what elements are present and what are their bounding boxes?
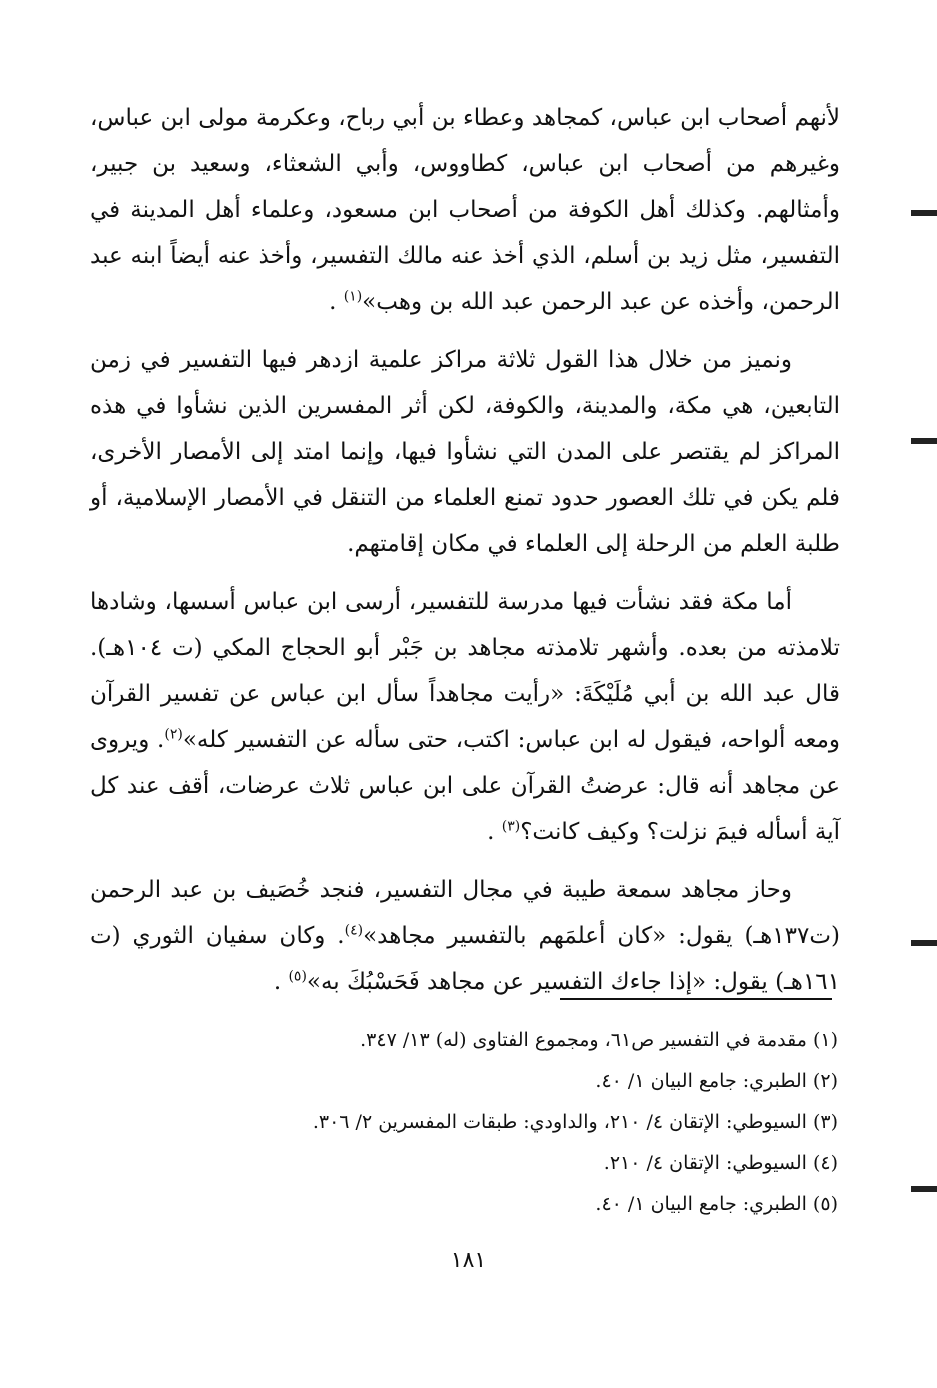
margin-mark xyxy=(911,1186,937,1192)
margin-mark xyxy=(911,438,937,444)
footnote-separator xyxy=(560,998,832,1000)
footnotes xyxy=(90,1020,838,1225)
footnote-1: (١) مقدمة في التفسير ص٦١، ومجموع الفتاوى (له) ١٣/ ٣٤٧. xyxy=(360,1029,838,1051)
paragraph-1-tail: . xyxy=(329,289,344,315)
paragraph-1 xyxy=(90,95,840,325)
paragraph-3-tail: . xyxy=(487,819,502,845)
paragraph-4-tail: . xyxy=(273,969,289,995)
footnote-ref-3: (٣) xyxy=(501,818,521,835)
paragraph-3 xyxy=(90,579,840,855)
footnote-4: (٤) السيوطي: الإتقان ٤/ ٢١٠. xyxy=(603,1152,838,1174)
paragraph-4-text-2: . وكان سفيان الثوري (ت ١٦١هـ) يقول: «إذا جاءك التفسير عن مجاهد فَحَسْبُكَ به» xyxy=(90,923,840,995)
margin-mark xyxy=(911,210,937,216)
paragraph-4 xyxy=(90,867,840,1005)
footnote-2: (٢) الطبري: جامع البيان ١/ ٤٠. xyxy=(595,1070,838,1092)
main-text xyxy=(90,95,840,1017)
paragraph-4-text: وحاز مجاهد سمعة طيبة في مجال التفسير، فنجد خُصَيف بن عبد الرحمن (ت١٣٧هـ) يقول: «كان أعلمَهم بالتفسير مجاهد» xyxy=(90,877,840,949)
paragraph-3-text: أما مكة فقد نشأت فيها مدرسة للتفسير، أرسى ابن عباس أسسها، وشادها تلامذته من بعده. وأشهر تلامذته مجاهد بن جَبْر أبو الحجاج المكي (ت ١٠٤هـ). قال عبد الله بن أبي مُلَيْكَةَ: «رأيت مجاهداً سأل ابن عباس عن تفسير القرآن ومعه ألواحه، فيقول له ابن عباس: اكتب، حتى سأله عن التفسير كله» xyxy=(90,589,840,753)
footnote-3: (٣) السيوطي: الإتقان ٤/ ٢١٠، والداودي: طبقات المفسرين ٢/ ٣٠٦. xyxy=(312,1111,838,1133)
paragraph-3-text-2: . ويروى عن مجاهد أنه قال: عرضتُ القرآن على ابن عباس ثلاث عرضات، أقف عند كل آية أسأله فيمَ نزلت؟ وكيف كانت؟ xyxy=(90,727,840,845)
paragraph-2-text: ونميز من خلال هذا القول ثلاثة مراكز علمية ازدهر فيها التفسير في زمن التابعين، هي مكة، والمدينة، والكوفة، لكن أثر المفسرين الذين نشأوا في هذه المراكز لم يقتصر على المدن التي نشأوا فيها، وإنما امتد إلى الأمصار الأخرى، فلم يكن في تلك العصور حدود تمنع العلماء من التنقل في الأمصار الإسلامية، أو طلبة العلم من الرحلة إلى العلماء في مكان إقامتهم. xyxy=(90,347,840,557)
footnote-ref-5: (٥) xyxy=(288,968,307,985)
footnote-ref-1: (١) xyxy=(343,288,363,305)
paragraph-2 xyxy=(90,337,840,567)
footnote-5: (٥) الطبري: جامع البيان ١/ ٤٠. xyxy=(595,1193,838,1215)
footnote-ref-4: (٤) xyxy=(344,922,364,939)
margin-mark xyxy=(911,940,937,946)
page-number: ١٨١ xyxy=(450,1248,487,1273)
paragraph-1-text: لأنهم أصحاب ابن عباس، كمجاهد وعطاء بن أبي رباح، وعكرمة مولى ابن عباس، وغيرهم من أصحاب ابن عباس، كطاووس، وأبي الشعثاء، وسعيد بن جبير، وأمثالهم. وكذلك أهل الكوفة من أصحاب ابن مسعود، وعلماء أهل المدينة في التفسير، مثل زيد بن أسلم، الذي أخذ عنه مالك التفسير، وأخذ عنه أيضاً ابنه عبد الرحمن، وأخذه عن عبد الرحمن عبد الله بن وهب» xyxy=(90,105,840,315)
footnote-ref-2: (٢) xyxy=(164,726,183,743)
